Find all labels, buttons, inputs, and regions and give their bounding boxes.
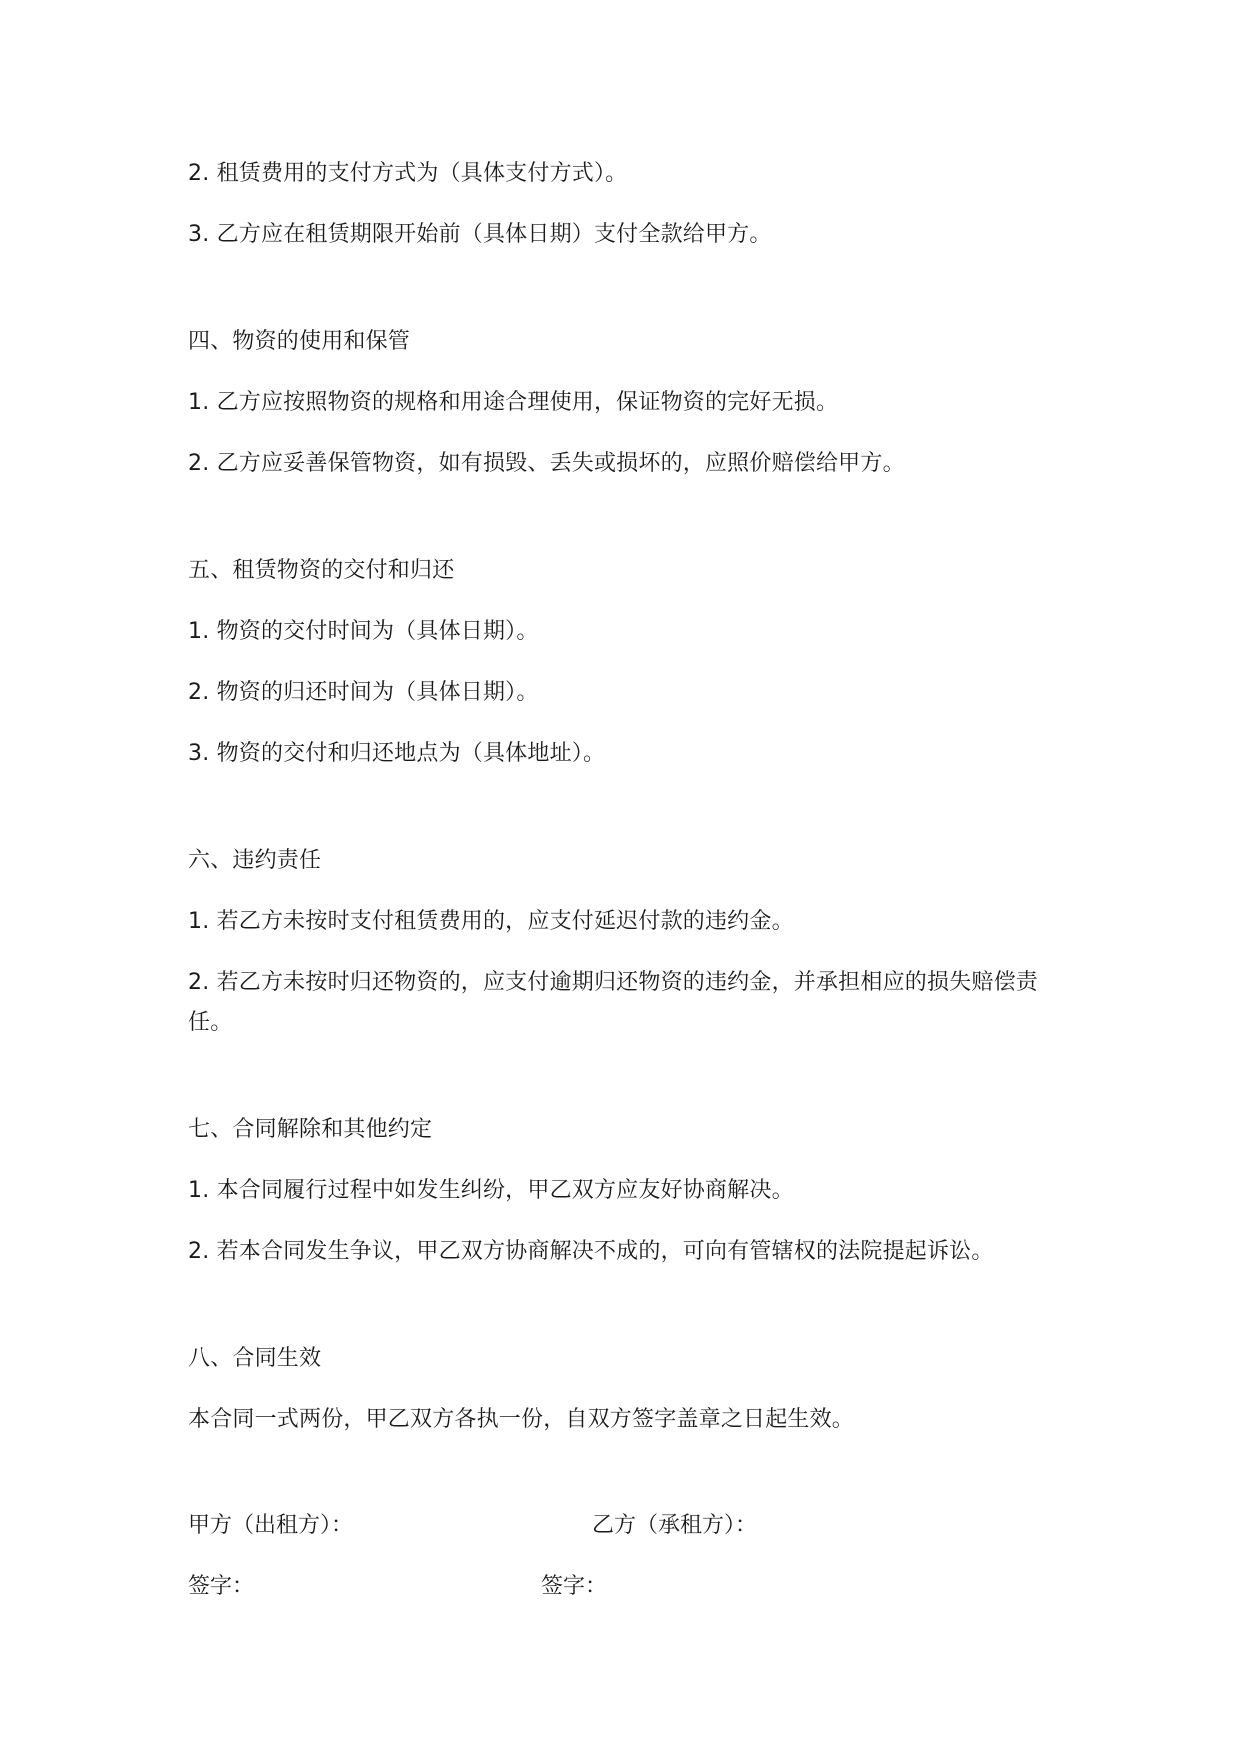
section6-item2: 2. 若乙方未按时归还物资的，应支付逾期归还物资的违约金，并承担相应的损失赔偿责任。 [188, 970, 1038, 1035]
section7-heading: 七、合同解除和其他约定 [188, 1117, 433, 1142]
section7-item1: 1. 本合同履行过程中如发生纠纷，甲乙双方应友好协商解决。 [188, 1178, 794, 1203]
section6-heading: 六、违约责任 [188, 848, 322, 873]
section3-item3: 3. 乙方应在租赁期限开始前（具体日期）支付全款给甲方。 [188, 222, 772, 247]
section8-heading: 八、合同生效 [188, 1346, 322, 1371]
party-b-signature-label: 签字： [541, 1574, 608, 1599]
section5-item2: 2. 物资的归还时间为（具体日期）。 [188, 680, 539, 705]
section4-item2: 2. 乙方应妥善保管物资，如有损毁、丢失或损坏的，应照价赔偿给甲方。 [188, 451, 905, 476]
section4-item1: 1. 乙方应按照物资的规格和用途合理使用，保证物资的完好无损。 [188, 390, 839, 415]
party-a-signature-label: 签字： [188, 1574, 255, 1599]
section6-item1: 1. 若乙方未按时支付租赁费用的，应支付延迟付款的违约金。 [188, 909, 794, 934]
section8-body: 本合同一式两份，甲乙双方各执一份，自双方签字盖章之日起生效。 [188, 1407, 855, 1432]
party-b-label: 乙方（承租方）： [592, 1513, 758, 1538]
section5-item1: 1. 物资的交付时间为（具体日期）。 [188, 619, 539, 644]
section3-item2: 2. 租赁费用的支付方式为（具体支付方式）。 [188, 161, 628, 186]
party-a-label: 甲方（出租方）： [188, 1513, 354, 1538]
section7-item2: 2. 若本合同发生争议，甲乙双方协商解决不成的，可向有管辖权的法院提起诉讼。 [188, 1239, 994, 1264]
section4-heading: 四、物资的使用和保管 [188, 329, 411, 354]
section5-item3: 3. 物资的交付和归还地点为（具体地址）。 [188, 741, 606, 766]
section5-heading: 五、租赁物资的交付和归还 [188, 558, 455, 583]
